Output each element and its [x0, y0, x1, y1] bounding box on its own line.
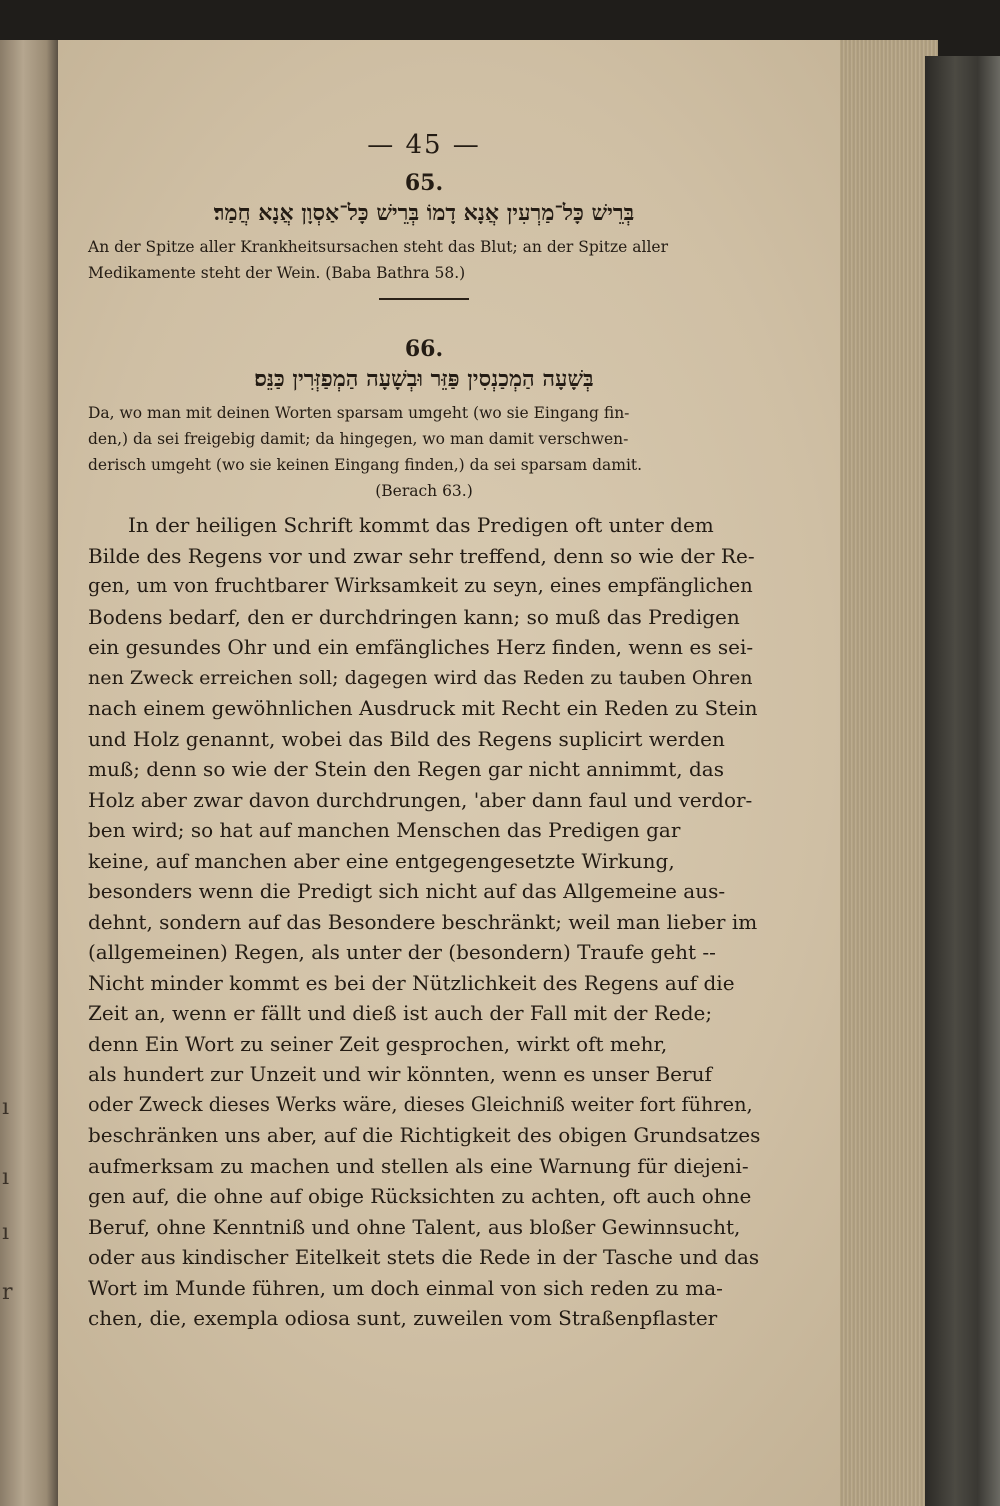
section-66-source: (Berach 63.) — [375, 482, 473, 500]
section-66-translation-line: derisch umgeht (wo sie keinen Eingang finden,) da sei sparsam damit. — [88, 456, 643, 474]
body-line: (allgemeinen) Regen, als unter der (besondern) Traufe geht -- — [88, 940, 716, 964]
body-line: In der heiligen Schrift kommt das Predigen oft unter dem — [128, 513, 714, 537]
left-page-mark: r — [2, 1280, 13, 1305]
body-line: Bodens bedarf, den er durchdringen kann; so muß das Predigen — [88, 604, 740, 629]
section-65-translation-line: An der Spitze aller Krankheitsursachen steht das Blut; an der Spitze aller — [88, 238, 668, 256]
section-66-number: 66. — [404, 336, 444, 362]
body-line: keine, auf manchen aber eine entgegengesetzte Wirkung, — [88, 848, 675, 873]
body-line: oder aus kindischer Eitelkeit stets die Rede in der Tasche und das — [88, 1245, 760, 1269]
body-line: beschränken uns aber, auf die Richtigkeit des obigen Grundsatzes — [88, 1123, 760, 1147]
body-line: aufmerksam zu machen und stellen als eine Warnung für diejeni- — [88, 1153, 749, 1178]
left-page-mark: ı — [2, 1220, 10, 1245]
body-line: ben wird; so hat auf manchen Menschen das Predigen gar — [88, 818, 681, 842]
body-line: und Holz genannt, wobei das Bild des Regens suplicirt werden — [88, 726, 725, 751]
left-page-mark: ı — [2, 1165, 10, 1190]
section-65-hebrew: בְּרֵישׁ כָּל־מַרְעִין אֲנָא דָמוֹ בְּרֵישׁ כָּל־אַסְוָן אֲנָא חֲמַר׃ — [213, 200, 635, 226]
left-page-mark: ı — [2, 1095, 10, 1120]
page-edges — [840, 40, 938, 1506]
body-line: ein gesundes Ohr und ein emfängliches Herz finden, wenn es sei- — [88, 635, 754, 659]
body-line: Zeit an, wenn er fällt und dieß ist auch der Fall mit der Rede; — [88, 1001, 713, 1025]
section-66-translation-line: den,) da sei freigebig damit; da hingegen, wo man damit verschwen- — [88, 430, 629, 448]
body-line: besonders wenn die Predigt sich nicht auf das Allgemeine aus- — [88, 879, 726, 903]
section-65-number: 65. — [404, 170, 444, 196]
page-number: — 45 — — [367, 130, 481, 160]
section-66-translation-line: Da, wo man mit deinen Worten sparsam umgeht (wo sie Eingang fin- — [88, 404, 630, 422]
body-line: Wort im Munde führen, um doch einmal von sich reden zu ma- — [88, 1275, 723, 1300]
left-page-edge — [0, 40, 58, 1506]
body-line: Nicht minder kommt es bei der Nützlichkeit des Regens auf die — [88, 970, 735, 995]
body-line: als hundert zur Unzeit und wir könnten, wenn es unser Beruf — [88, 1062, 712, 1086]
body-line: muß; denn so wie der Stein den Regen gar nicht annimmt, das — [88, 757, 724, 781]
body-line: Bilde des Regens vor und zwar sehr treffend, denn so wie der Re- — [88, 543, 755, 568]
section-divider — [379, 298, 469, 300]
body-line: nach einem gewöhnlichen Ausdruck mit Recht ein Reden zu Stein — [88, 696, 758, 720]
body-line: dehnt, sondern auf das Besondere beschränkt; weil man lieber im — [88, 909, 758, 934]
body-line: Beruf, ohne Kenntniß und ohne Talent, aus bloßer Gewinnsucht, — [88, 1214, 741, 1239]
section-65-translation-line: Medikamente steht der Wein. (Baba Bathra 58.) — [88, 264, 466, 282]
page-text — [88, 130, 760, 1334]
body-line: nen Zweck erreichen soll; dagegen wird das Reden zu tauben Ohren — [88, 666, 753, 689]
body-line: Holz aber zwar davon durchdrungen, 'aber dann faul und verdor- — [88, 787, 753, 812]
body-line: chen, die, exempla odiosa sunt, zuweilen vom Straßenpflaster — [88, 1306, 718, 1330]
body-line: gen auf, die ohne auf obige Rücksichten zu achten, oft auch ohne — [88, 1184, 752, 1208]
body-line: denn Ein Wort zu seiner Zeit gesprochen, wirkt oft mehr, — [88, 1031, 668, 1056]
book-cover-edge — [925, 56, 1000, 1506]
body-paragraph — [88, 510, 760, 1334]
section-66-hebrew: בְּשָׁעָה הַמְכַנְסִין פַּזֵּר וּבְשָׁעָה הַמְפַזְּרִין כַּנֵּס׃ — [254, 366, 594, 392]
body-line: oder Zweck dieses Werks wäre, dieses Gleichniß weiter fort führen, — [88, 1092, 753, 1116]
body-line: gen, um von fruchtbarer Wirksamkeit zu seyn, eines empfänglichen — [88, 574, 753, 597]
